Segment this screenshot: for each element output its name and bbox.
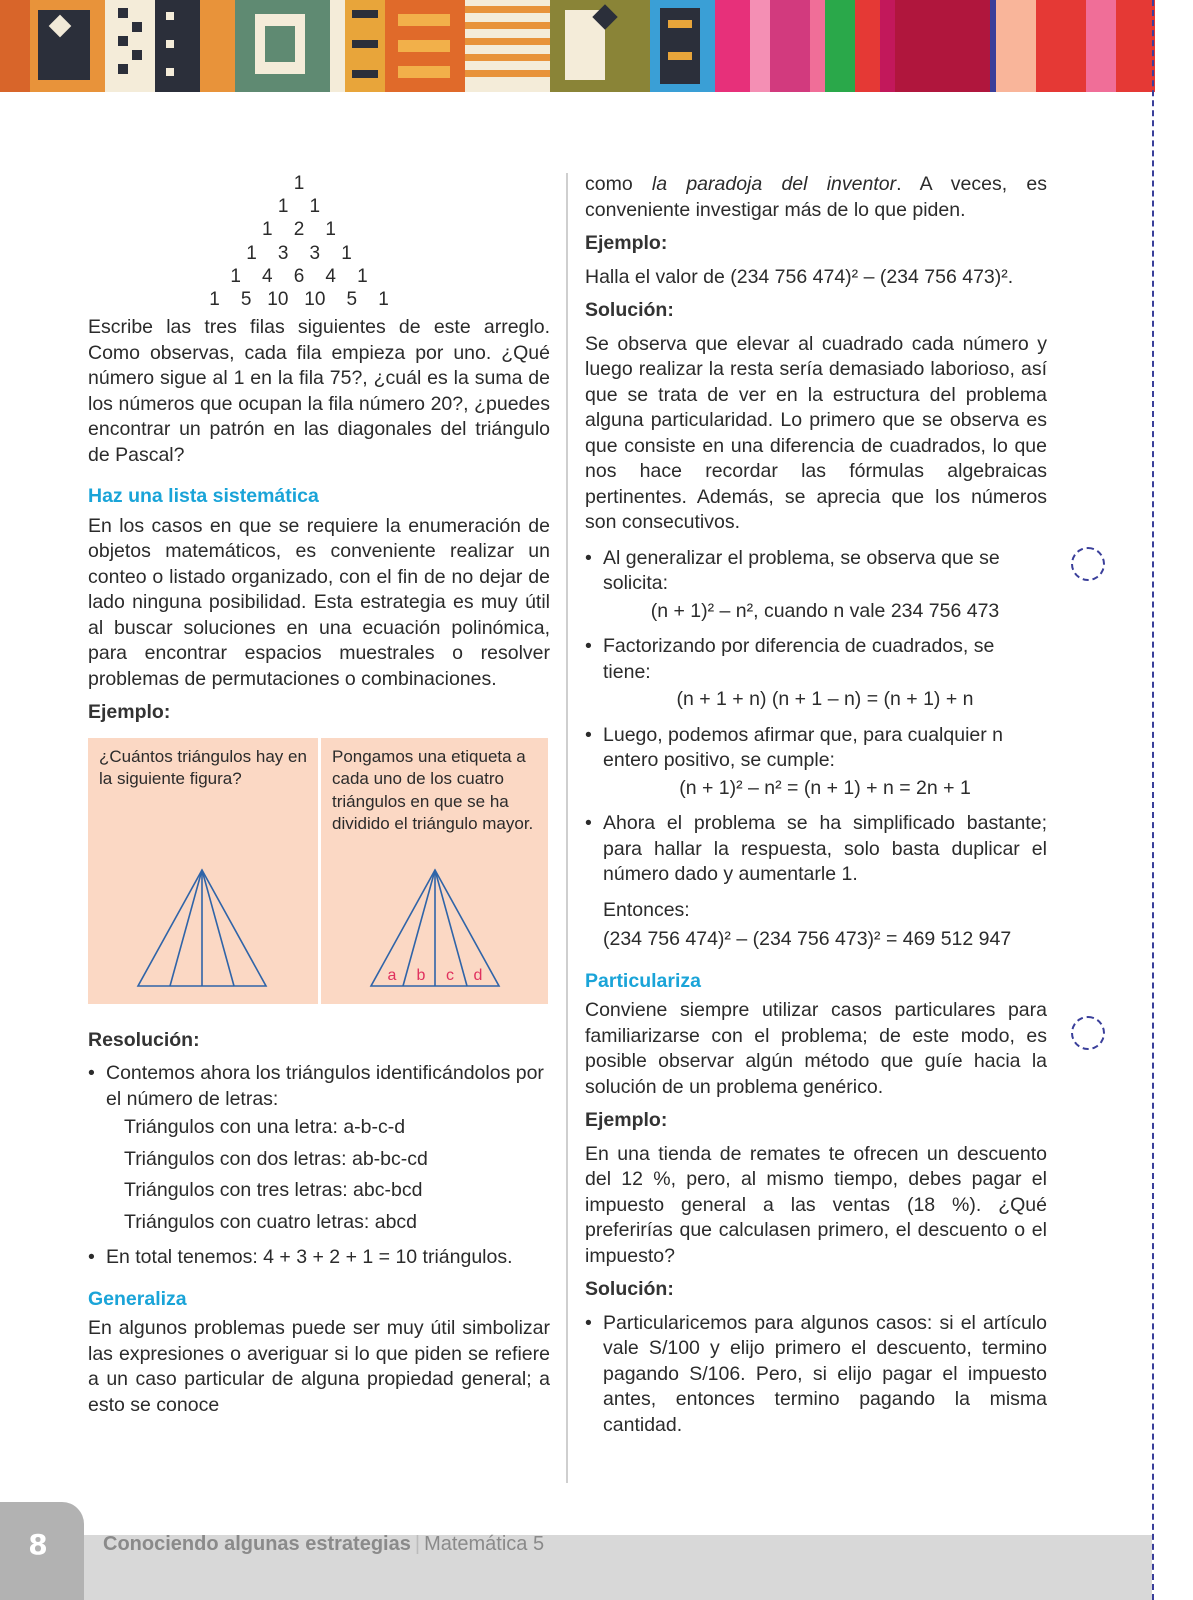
- count-item: Triángulos con tres letras: abc-bcd: [124, 1179, 423, 1202]
- right-margin: [1155, 0, 1193, 1600]
- triangle-figure: [88, 862, 314, 992]
- list-item: [88, 1061, 550, 1235]
- count-item: Triángulos con dos letras: ab-bc-cd: [124, 1147, 428, 1170]
- pascal-row: 1 4 6 4 1: [230, 265, 368, 287]
- solucion-paragraph: Se observa que elevar al cuadrado cada número y luego realizar la resta sería demasiado laborioso, así que se trata de ver en la estructura del problema alguna particularidad. Lo primero que se observa es que consiste en una diferencia de cuadrados, lo que nos hace recordar las fórmulas algebraicas pertinentes. Además, se aprecia que los números son consecutivos.: [585, 332, 1047, 533]
- count-item: Triángulos con una letra: a-b-c-d: [124, 1116, 406, 1139]
- footer-separator: |: [414, 1533, 421, 1555]
- result-equation: (234 756 474)² – (234 756 473)² = 469 512 947: [603, 928, 1012, 950]
- pascal-triangle: [88, 172, 550, 311]
- example-hint: Pongamos una etiqueta a cada uno de los cuatro triángulos en que se ha dividido el triángulo mayor.: [332, 746, 534, 834]
- particulariza-paragraph: Conviene siempre utilizar casos particulares para familiarizarse con el problema; de este modo, es posible observar algún método que guíe hacia la solución de un problema genérico.: [585, 999, 1047, 1098]
- list-item: [585, 723, 1047, 802]
- textile-banner: [0, 0, 1155, 92]
- triangle-label-d: d: [473, 966, 483, 984]
- bullet-text: Contemos ahora los triángulos identificándolos por el número de letras:: [106, 1062, 544, 1110]
- book-section-title: Conociendo algunas estrategias: [103, 1533, 411, 1555]
- page-number: 8: [28, 1528, 48, 1561]
- book-subject: Matemática 5: [424, 1533, 545, 1555]
- pascal-row: 1 1: [277, 196, 321, 218]
- bullet-text: Luego, podemos afirmar que, para cualquier n entero positivo, se cumple:: [603, 723, 1003, 771]
- pascal-row: 1 5 10 10 5 1: [209, 289, 389, 311]
- intro-paragraph: Escribe las tres filas siguientes de este arreglo. Como observas, cada fila empieza por uno. ¿Qué número sigue al 1 en la fila 75?, ¿cuál es la suma de los números que ocupan la fila número 20?, ¿puedes encontrar un patrón en las diagonales del triángulo de Pascal?: [88, 316, 550, 466]
- list-item: • Particularicemos para algunos casos: si el artículo vale S/100 y elijo primero el descuento, termino pagando S/106. Pero, si elijo pagar el impuesto antes, entonces termino pagando la misma cantidad.: [585, 1311, 1047, 1439]
- example-hint-cell: [318, 738, 548, 1004]
- solucion2-list: [585, 1311, 1047, 1439]
- binding-dashed-line: [1152, 0, 1154, 1600]
- right-column: [585, 172, 1047, 1448]
- solucion-label: Solución:: [585, 1278, 674, 1300]
- ejemplo2-paragraph: En una tienda de remates te ofrecen un descuento del 12 %, pero, al mismo tiempo, debes pagar el impuesto general a las ventas (18 %). ¿Qué preferirías que calculasen primero, el descuento o el impuesto?: [585, 1142, 1047, 1267]
- ejemplo-label: Ejemplo:: [88, 701, 171, 724]
- triangle-label-a: a: [387, 966, 397, 984]
- equation: (n + 1 + n) (n + 1 – n) = (n + 1) + n: [676, 688, 974, 710]
- bullet-text: Al generalizar el problema, se observa que se solicita:: [603, 546, 1000, 594]
- example-question-cell: [88, 738, 318, 1004]
- triangle-label-b: b: [416, 966, 426, 984]
- cont-text: como: [585, 173, 652, 195]
- solution-steps: [585, 546, 1047, 888]
- equation: (n + 1)² – n² = (n + 1) + n = 2n + 1: [679, 776, 971, 799]
- labeled-triangle-figure: [321, 862, 547, 992]
- bullet-text: Factorizando por diferencia de cuadrados, se tiene:: [603, 635, 995, 683]
- section-heading-particulariza: Particulariza: [585, 969, 701, 992]
- count-list: [106, 1115, 550, 1235]
- list-item: • En total tenemos: 4 + 3 + 2 + 1 = 10 triángulos.: [88, 1245, 550, 1271]
- solucion-label: Solución:: [585, 299, 674, 321]
- resolucion-label: Resolución:: [88, 1028, 200, 1051]
- generaliza-paragraph: En algunos problemas puede ser muy útil simbolizar las expresiones o averiguar si lo que piden se refiere a un caso particular de alguna propiedad general; a esto se conoce: [88, 1317, 550, 1416]
- triangle-label-c: c: [446, 966, 454, 984]
- continuation-paragraph: [585, 172, 1047, 223]
- list-item: [585, 634, 1047, 713]
- cont-text: . A veces, es conveniente investigar más de lo que piden.: [585, 173, 1047, 221]
- list-item: [585, 546, 1047, 625]
- lista-paragraph: En los casos en que se requiere la enumeración de objetos matemáticos, es conveniente realizar un conteo o listado organizado, con el fin de no dejar de lado ninguna posibilidad. Esta estrategia es muy útil al buscar soluciones en una ecuación polinómica, para encontrar espacios muestrales o resolver problemas de permutaciones o combinaciones.: [88, 514, 550, 690]
- section-heading-lista: Haz una lista sistemática: [88, 485, 319, 508]
- entonces-label: Entonces:: [603, 898, 690, 921]
- equation: (n + 1)² – n², cuando n vale 234 756 473: [650, 599, 1000, 622]
- ejemplo-text: Halla el valor de (234 756 474)² – (234 756 473)².: [585, 265, 1014, 288]
- cont-emphasis: la paradoja del inventor: [651, 173, 897, 195]
- section-heading-generaliza: Generaliza: [88, 1287, 187, 1310]
- ejemplo-label: Ejemplo:: [585, 232, 668, 254]
- left-column: [88, 172, 550, 1418]
- binder-hole-icon: [1071, 547, 1105, 581]
- example-question: ¿Cuántos triángulos hay en la siguiente figura?: [99, 746, 307, 789]
- binder-hole-icon: [1071, 1016, 1105, 1050]
- column-divider: [566, 173, 568, 1483]
- footer-title: [103, 1533, 544, 1556]
- pascal-row: 1 2 1: [262, 219, 336, 241]
- count-item: Triángulos con cuatro letras: abcd: [124, 1210, 418, 1233]
- resolucion-list: [88, 1061, 550, 1271]
- example-box: [88, 738, 548, 1004]
- pascal-row: 1: [293, 173, 305, 194]
- list-item: • Ahora el problema se ha simplificado bastante; para hallar la respuesta, solo basta duplicar el número dado y aumentarle 1.: [585, 811, 1047, 888]
- ejemplo-label: Ejemplo:: [585, 1109, 668, 1131]
- pascal-row: 1 3 3 1: [246, 242, 352, 264]
